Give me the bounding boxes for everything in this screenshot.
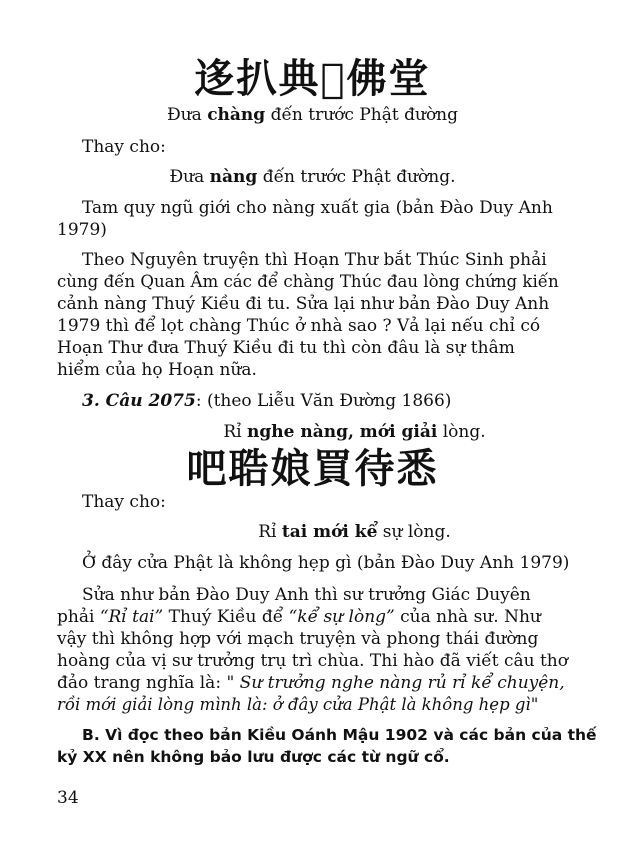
paragraph-1-line-1: Tam quy ngũ giới cho nàng xuất gia (bản Đào Duy Anh — [82, 198, 553, 218]
paragraph-4-line-2: phải “Rỉ tai” Thuý Kiều để “kể sự lòng” của nhà sư. Như — [57, 607, 541, 627]
paragraph-1-line-2: 1979) — [57, 220, 107, 240]
paragraph-4-line-5: đảo trang nghĩa là: " Sư trưởng nghe nàng rủ rỉ kể chuyện, — [57, 673, 565, 693]
verse-quote-2: Đưa nàng đến trước Phật đường. — [169, 167, 456, 187]
paragraph-2-line-6: hiểm của họ Hoạn nữa. — [57, 360, 257, 380]
page-number: 34 — [57, 788, 79, 808]
paragraph-4-line-6: rồi mới giải lòng mình là: ở đây cửa Phật là không hẹp gì" — [57, 695, 539, 714]
paragraph-2-line-5: Hoạn Thư đưa Thuý Kiều đi tu thì còn đâu là sự thâm — [57, 338, 515, 358]
thay-cho-label-1: Thay cho: — [82, 137, 166, 157]
paragraph-3: Ở đây cửa Phật là không hẹp gì (bản Đào Duy Anh 1979) — [82, 553, 570, 573]
paragraph-2-line-3: cảnh nàng Thuý Kiều đi tu. Sửa lại như bản Đào Duy Anh — [57, 294, 550, 314]
verse-quote-3: Rỉ nghe nàng, mới giải lòng. — [223, 422, 486, 442]
paragraph-4-line-3: vậy thì không hợp với mạch truyện và phong thái đường — [57, 629, 539, 649]
verse-reference: 3. Câu 2075: (theo Liễu Văn Đường 1866) — [82, 391, 452, 411]
chinese-heading-1: 迻扒典𦗏佛堂 — [194, 56, 431, 102]
paragraph-2-line-2: cùng đến Quan Âm các để chàng Thúc đau lòng chứng kiến — [57, 272, 559, 291]
chinese-heading-2: 吧聕娘買待悉 — [186, 446, 439, 492]
paragraph-5-line-2: kỷ XX nên không bảo lưu được các từ ngữ cổ. — [57, 748, 450, 766]
thay-cho-label-2: Thay cho: — [82, 492, 166, 512]
verse-quote-1: Đưa chàng đến trước Phật đường — [166, 105, 459, 125]
paragraph-2-line-1: Theo Nguyên truyện thì Hoạn Thư bắt Thúc Sinh phải — [82, 250, 547, 270]
paragraph-5-line-1: B. Vì đọc theo bản Kiều Oánh Mậu 1902 và các bản của thế — [82, 726, 597, 744]
verse-quote-4: Rỉ tai mới kể sự lòng. — [258, 522, 451, 542]
paragraph-2-line-4: 1979 thì để lọt chàng Thúc ở nhà sao ? Vả lại nếu chỉ có — [57, 316, 541, 336]
paragraph-4-line-4: hoàng của vị sư trưởng trụ trì chùa. Thi hào đã viết câu thơ — [57, 651, 568, 671]
paragraph-4-line-1: Sửa như bản Đào Duy Anh thì sư trưởng Giác Duyên — [82, 585, 531, 605]
